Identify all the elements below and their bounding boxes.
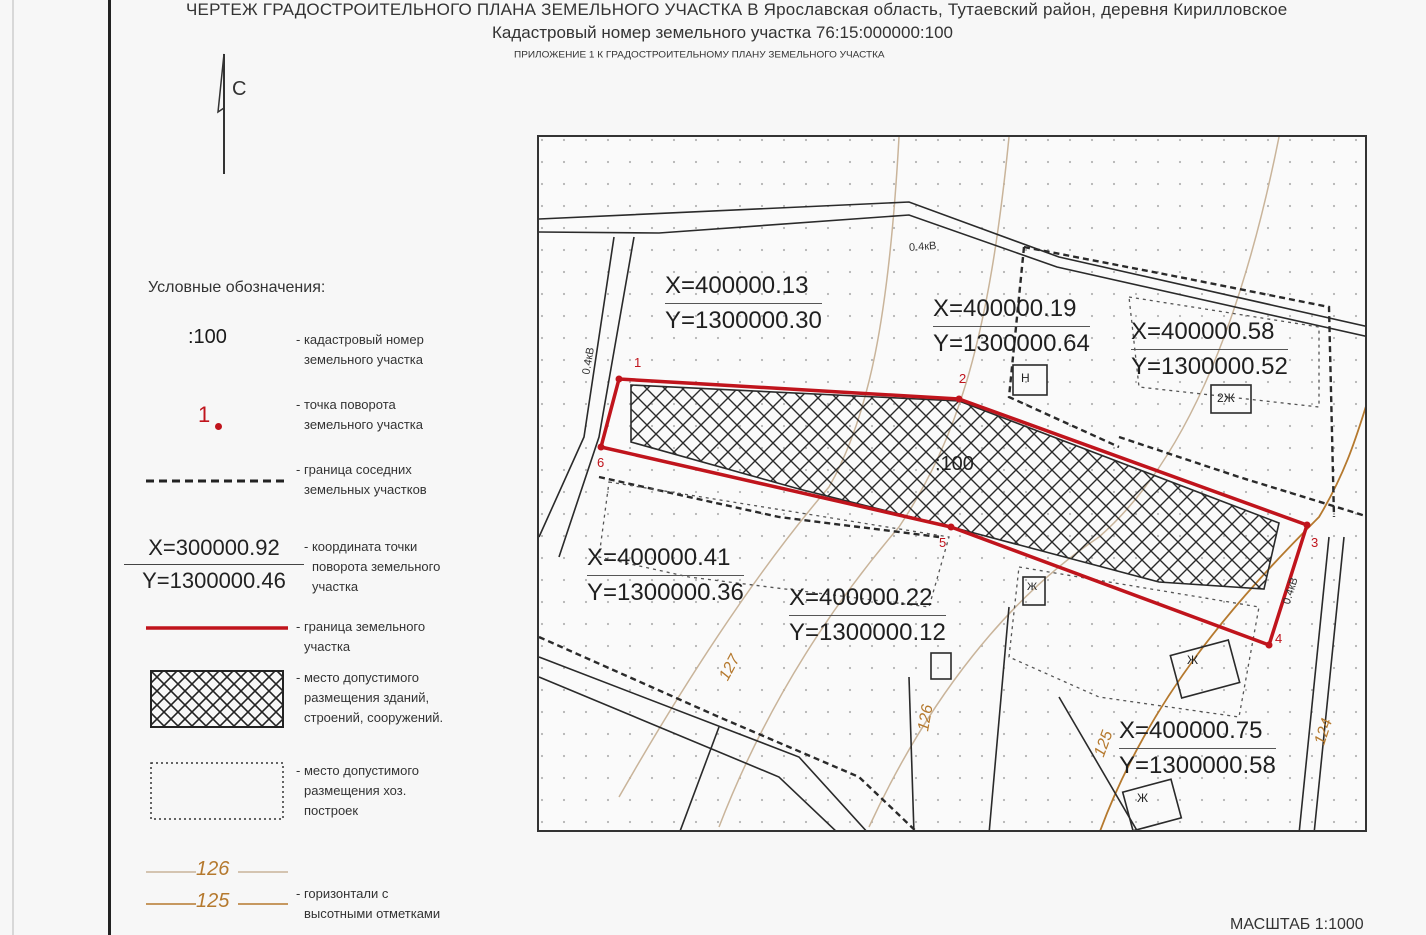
legend-text: - точка поворота xyxy=(296,397,396,412)
legend-text: участка xyxy=(304,639,351,654)
legend-text: - граница соседних xyxy=(296,462,412,477)
appendix-note: ПРИЛОЖЕНИЕ 1 К ГРАДОСТРОИТЕЛЬНОМУ ПЛАНУ ЗЕМЕЛЬНОГО УЧАСТКА xyxy=(514,50,885,61)
drawing-title: ЧЕРТЕЖ ГРАДОСТРОИТЕЛЬНОГО ПЛАНА ЗЕМЕЛЬНОГО УЧАСТКА В Ярославская область, Тутаевский район, деревня Кирилловское xyxy=(186,0,1288,19)
legend-contour-125: 125 xyxy=(196,890,230,912)
legend-desc-coordinate xyxy=(304,537,440,597)
legend-desc-parcel-boundary xyxy=(296,617,425,657)
legend-sample-building-zone xyxy=(150,670,284,728)
legend-text: участка xyxy=(312,579,359,594)
coord-x: X=400000.19 xyxy=(933,295,1077,322)
legend-text: - граница земельного xyxy=(296,619,426,634)
legend-text: - горизонтали с xyxy=(296,886,389,901)
legend-desc-outbuilding-zone xyxy=(296,761,419,821)
legend-text: строений, сооружений. xyxy=(304,710,444,725)
legend-text: размещения зданий, xyxy=(304,690,430,705)
legend-sample-coordinate xyxy=(124,532,304,597)
contour-label-125: 125 xyxy=(1091,728,1117,760)
legend-desc-point xyxy=(296,395,423,435)
coord-y: Y=1300000.12 xyxy=(789,615,946,650)
legend-sample-outbuilding-zone xyxy=(150,762,284,820)
building-label-zh-3: Ж xyxy=(1027,581,1038,593)
coord-y: Y=1300000.58 xyxy=(1119,748,1276,783)
legend-sample-point: 1 xyxy=(198,402,211,427)
powerline-label-2: 0.4кВ xyxy=(580,346,598,376)
legend-sample-neighbor-boundary xyxy=(146,476,288,486)
point-label-6: 6 xyxy=(597,455,605,470)
coord-x: X=400000.75 xyxy=(1119,717,1263,744)
coordinate-point-2 xyxy=(933,292,1090,361)
building-label-n: Н xyxy=(1021,371,1030,385)
legend-text: размещения хоз. xyxy=(304,783,407,798)
legend-text: - кадастровый номер xyxy=(296,332,424,347)
point-label-1: 1 xyxy=(634,355,642,370)
map-frame xyxy=(537,135,1367,832)
scale-label: МАСШТАБ 1:1000 xyxy=(1230,916,1364,933)
building-label-2zh: 2Ж xyxy=(1217,391,1235,405)
legend-text: земельного участка xyxy=(304,352,424,367)
legend-text: - место допустимого xyxy=(296,670,420,685)
coord-x: X=400000.41 xyxy=(587,544,731,571)
margin-line xyxy=(12,0,14,935)
coord-y: Y=1300000.30 xyxy=(665,303,822,338)
powerline-label-3: 0.4кВ xyxy=(1280,576,1301,606)
coord-x: X=400000.22 xyxy=(789,584,933,611)
north-arrow-icon xyxy=(206,50,246,180)
legend-desc-cadastral xyxy=(296,330,424,370)
parcel-number-label: :100 xyxy=(935,453,974,475)
legend-point-dot xyxy=(215,423,222,430)
coordinate-point-1 xyxy=(665,269,822,338)
legend-text: земельных участков xyxy=(304,482,427,497)
legend-coord-y: Y=1300000.46 xyxy=(124,564,304,597)
point-label-2: 2 xyxy=(959,371,967,386)
coord-y: Y=1300000.36 xyxy=(587,575,744,610)
legend-sample-cadastral: :100 xyxy=(188,326,227,348)
contour-label-126: 126 xyxy=(915,703,937,733)
contour-label-127: 127 xyxy=(716,651,744,684)
coordinate-point-3 xyxy=(1131,315,1288,384)
building-label-zh-1: Ж xyxy=(1187,653,1199,667)
coord-y: Y=1300000.64 xyxy=(933,326,1090,361)
legend-title: Условные обозначения: xyxy=(148,279,326,296)
legend-text: построек xyxy=(304,803,359,818)
contour-label-124: 124 xyxy=(1311,716,1337,748)
legend-sample-parcel-boundary xyxy=(146,624,288,632)
legend-text: - место допустимого xyxy=(296,763,420,778)
building-label-zh-2: Ж xyxy=(1137,791,1149,805)
legend-desc-building-zone xyxy=(296,668,443,728)
point-label-4: 4 xyxy=(1275,631,1283,646)
coordinate-point-5 xyxy=(789,581,946,650)
legend-desc-neighbor xyxy=(296,460,427,500)
legend-text: земельного участка xyxy=(304,417,424,432)
coord-x: X=400000.58 xyxy=(1131,318,1275,345)
legend-text: поворота земельного xyxy=(312,559,441,574)
powerline-label-1: 0.4кВ xyxy=(908,240,937,254)
frame-border xyxy=(108,0,111,935)
coord-x: X=400000.13 xyxy=(665,272,809,299)
cadastral-number-line: Кадастровый номер земельного участка 76:15:000000:100 xyxy=(492,23,953,42)
legend-coord-x: X=300000.92 xyxy=(148,535,280,560)
legend-contour-126: 126 xyxy=(196,858,230,880)
legend-text: высотными отметками xyxy=(304,906,441,921)
point-label-5: 5 xyxy=(939,535,947,550)
legend-desc-contours xyxy=(296,884,440,924)
north-label: С xyxy=(232,78,247,100)
coordinate-point-6 xyxy=(587,541,744,610)
coordinate-point-4 xyxy=(1119,714,1276,783)
legend-text: - координата точки xyxy=(304,539,418,554)
point-label-3: 3 xyxy=(1311,535,1319,550)
coord-y: Y=1300000.52 xyxy=(1131,349,1288,384)
